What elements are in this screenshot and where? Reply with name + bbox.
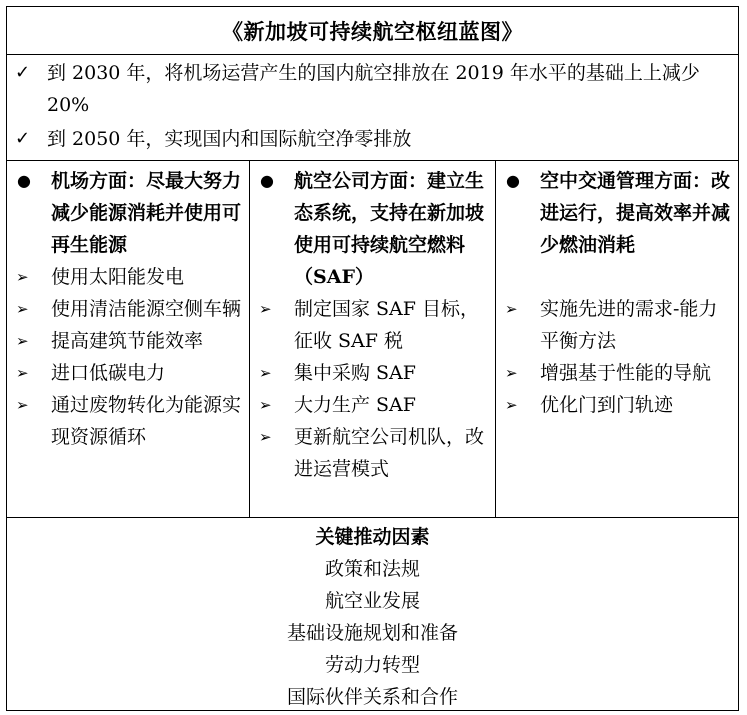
list-item-text: 使用太阳能发电 xyxy=(51,266,185,288)
list-item-text: 集中采购 SAF xyxy=(294,362,416,384)
list-item xyxy=(7,325,249,357)
list-item xyxy=(7,389,249,453)
arrow-bullet-icon: ➢ xyxy=(16,268,29,286)
arrow-bullet-icon: ➢ xyxy=(16,396,29,414)
list-item xyxy=(7,357,249,389)
list-item-text: 制定国家 SAF 目标，征收 SAF 税 xyxy=(294,298,479,352)
arrow-bullet-icon: ➢ xyxy=(16,300,29,318)
blueprint-table xyxy=(6,6,739,711)
driver-item: 劳动力转型 xyxy=(324,654,420,676)
list-item xyxy=(250,421,495,485)
column-list xyxy=(496,293,740,421)
document-title xyxy=(7,7,738,55)
arrow-bullet-icon: ➢ xyxy=(259,428,272,446)
driver-item: 政策和法规 xyxy=(324,558,420,580)
arrow-bullet-icon: ➢ xyxy=(259,364,272,382)
driver-item: 基础设施规划和准备 xyxy=(286,622,458,644)
arrow-bullet-icon: ➢ xyxy=(259,300,272,318)
bullet-icon: ● xyxy=(17,171,31,190)
arrow-bullet-icon: ➢ xyxy=(259,396,272,414)
column-heading-text: 机场方面：尽最大努力减少能源消耗并使用可再生能源 xyxy=(51,170,242,256)
goal-text: 到 2030 年，将机场运营产生的国内航空排放在 2019 年水平的基础上上减少 20% xyxy=(47,62,700,116)
driver-item: 国际伙伴关系和合作 xyxy=(286,686,458,708)
airport-column xyxy=(7,161,250,517)
bullet-icon: ● xyxy=(506,171,520,190)
check-icon: ✓ xyxy=(15,128,31,149)
list-item xyxy=(496,293,740,357)
arrow-bullet-icon: ➢ xyxy=(505,300,518,318)
list-item-text: 增强基于性能的导航 xyxy=(540,362,712,384)
list-item xyxy=(496,389,740,421)
list-item xyxy=(496,357,740,389)
airline-column xyxy=(250,161,496,517)
list-item xyxy=(250,389,495,421)
list-item-text: 实施先进的需求-能力平衡方法 xyxy=(540,298,718,352)
list-item xyxy=(7,293,249,325)
check-icon: ✓ xyxy=(15,62,31,83)
list-item xyxy=(250,357,495,389)
key-drivers-heading: 关键推动因素 xyxy=(315,526,430,548)
list-item-text: 通过废物转化为能源实现资源循环 xyxy=(51,394,242,448)
arrow-bullet-icon: ➢ xyxy=(16,332,29,350)
arrow-bullet-icon: ➢ xyxy=(16,364,29,382)
arrow-bullet-icon: ➢ xyxy=(505,396,518,414)
goal-text: 到 2050 年，实现国内和国际航空净零排放 xyxy=(47,128,412,150)
column-list xyxy=(7,261,249,453)
list-item-text: 更新航空公司机队，改进运营模式 xyxy=(294,426,485,480)
list-item-text: 使用清洁能源空侧车辆 xyxy=(51,298,242,320)
list-item-text: 提高建筑节能效率 xyxy=(51,330,204,352)
driver-item: 航空业发展 xyxy=(324,590,420,612)
bullet-icon: ● xyxy=(260,171,274,190)
title-text: 《新加坡可持续航空枢纽蓝图》 xyxy=(222,18,523,44)
key-drivers-section xyxy=(7,517,738,712)
list-item xyxy=(7,261,249,293)
arrow-bullet-icon: ➢ xyxy=(505,364,518,382)
goals-section xyxy=(7,55,738,161)
list-item-text: 大力生产 SAF xyxy=(294,394,416,416)
column-heading-text: 空中交通管理方面：改进运行，提高效率并减少燃油消耗 xyxy=(540,170,731,256)
column-list xyxy=(250,293,495,485)
list-item-text: 优化门到门轨迹 xyxy=(540,394,674,416)
column-heading-text: 航空公司方面：建立生态系统，支持在新加坡使用可持续航空燃料（SAF） xyxy=(294,170,485,288)
list-item xyxy=(250,293,495,357)
atm-column xyxy=(496,161,740,517)
list-item-text: 进口低碳电力 xyxy=(51,362,166,384)
